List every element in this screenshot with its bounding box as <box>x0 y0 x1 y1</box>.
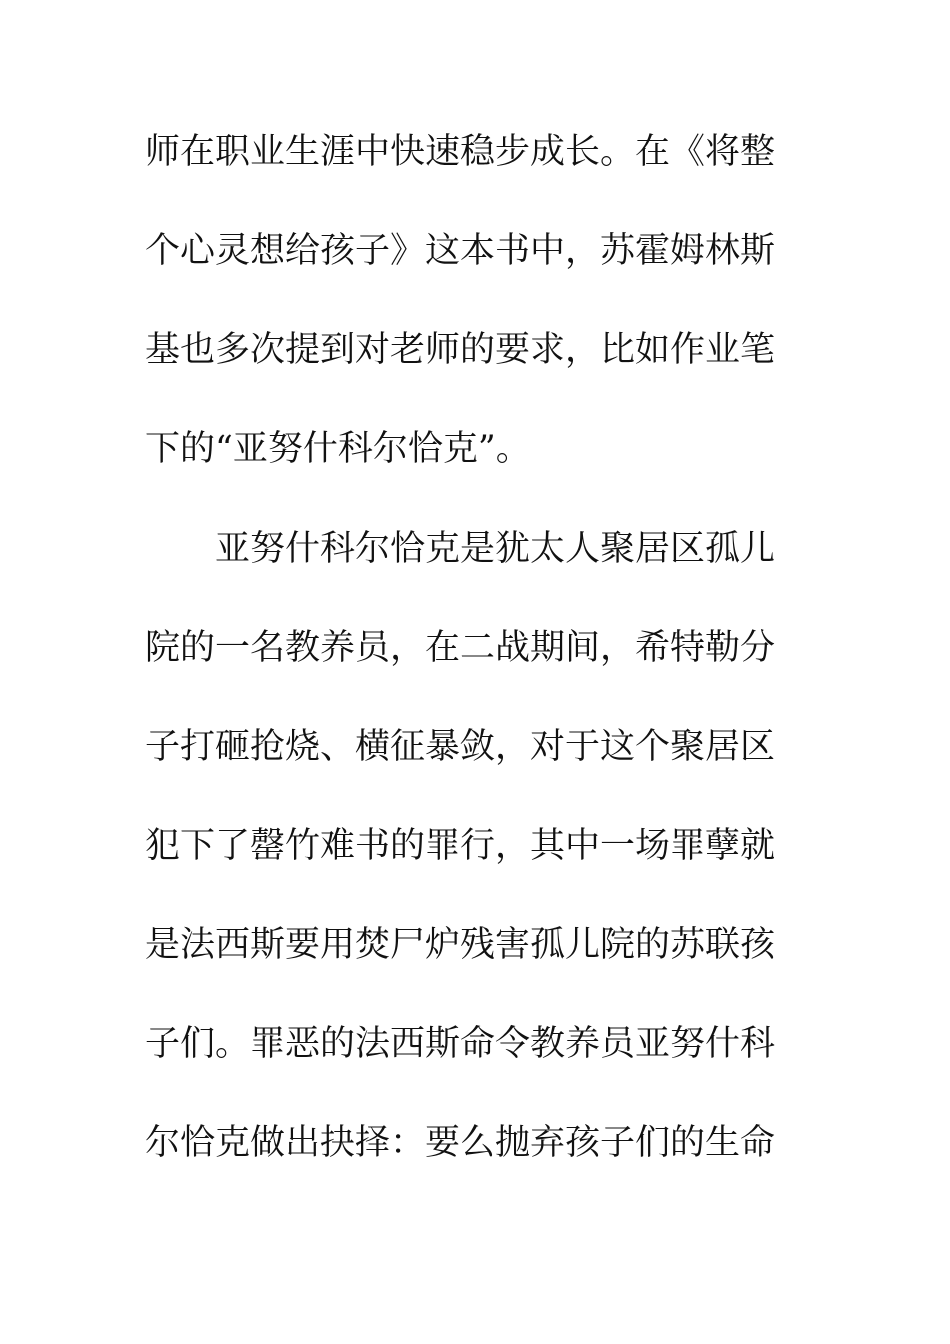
text-line: 尔恰克做出抉择：要么抛弃孩子们的生命 <box>145 1123 776 1163</box>
text-line: 下的“亚努什科尔恰克”。 <box>145 429 531 469</box>
text-line: 犯下了罄竹难书的罪行，其中一场罪孽就 <box>145 826 776 866</box>
text-line: 师在职业生涯中快速稳步成长。在《将整 <box>145 132 776 172</box>
text-line: 基也多次提到对老师的要求，比如作业笔 <box>145 330 776 370</box>
text-line-indented: 亚努什科尔恰克是犹太人聚居区孤儿 <box>215 529 776 569</box>
text-line: 子打砸抢烧、横征暴敛，对于这个聚居区 <box>145 727 776 767</box>
text-line: 院的一名教养员，在二战期间，希特勒分 <box>145 628 776 668</box>
text-line: 是法西斯要用焚尸炉残害孤儿院的苏联孩 <box>145 925 776 965</box>
text-line: 子们。罪恶的法西斯命令教养员亚努什科 <box>145 1024 776 1064</box>
text-line: 个心灵想给孩子》这本书中，苏霍姆林斯 <box>145 231 776 271</box>
